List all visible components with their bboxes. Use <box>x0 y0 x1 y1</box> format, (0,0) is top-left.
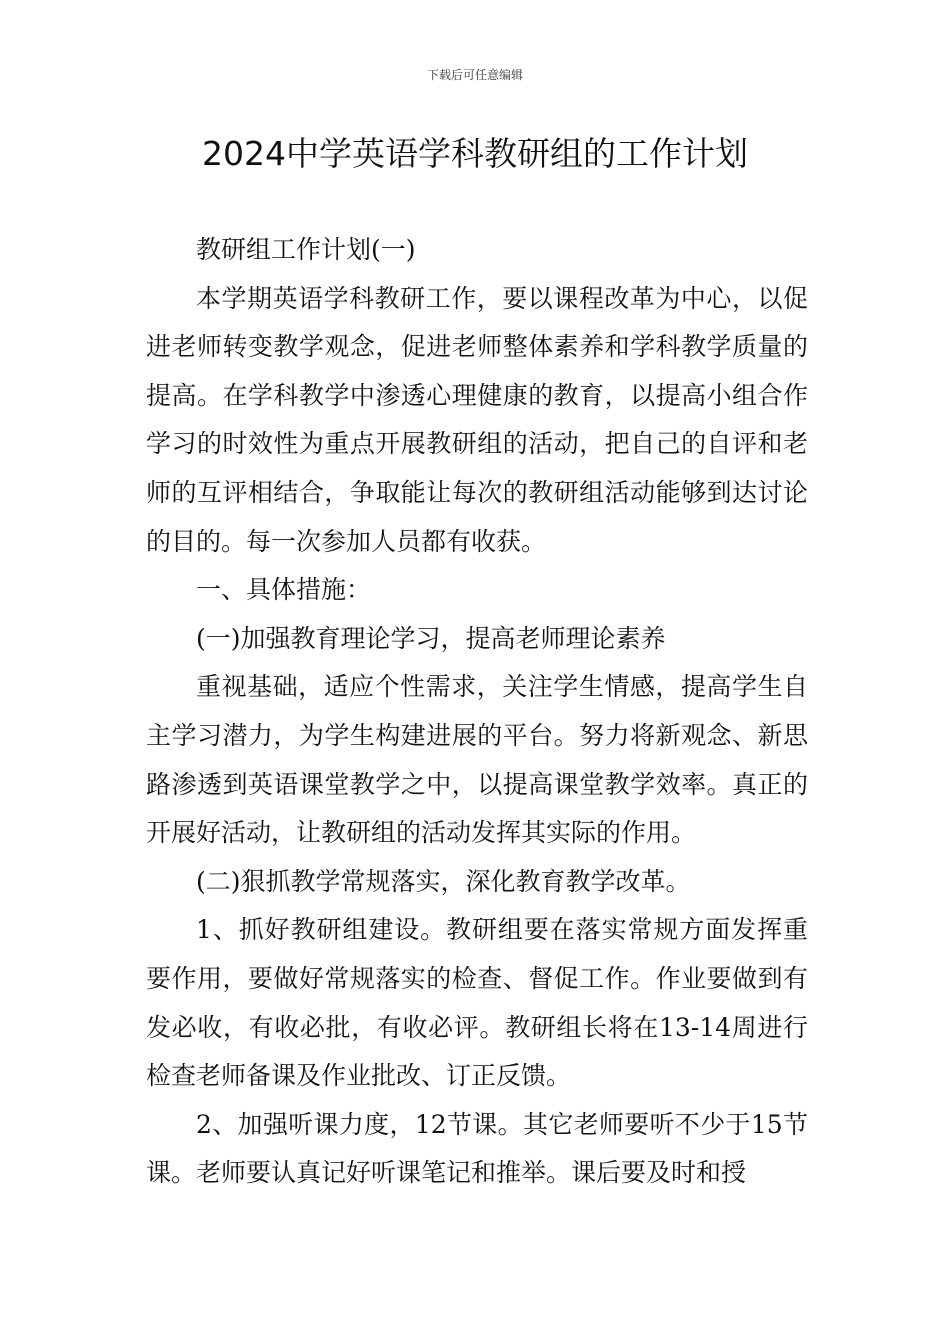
paragraph-section-heading: 一、具体措施： <box>196 575 372 605</box>
document-body <box>146 226 808 1198</box>
paragraph-plan-heading: 教研组工作计划(一) <box>196 235 416 264</box>
paragraph-subheading-2: (二)狠抓教学常规落实，深化教育教学改革。 <box>196 866 691 896</box>
paragraph-item-2: 2、加强听课力度，12节课。其它老师要听不少于15节课。老师要认真记好听课笔记和推举。课后要及时和授 <box>146 1109 808 1188</box>
paragraph-intro: 本学期英语学科教研工作，要以课程改革为中心，以促进老师转变教学观念，促进老师整体素养和学科教学质量的提高。在学科教学中渗透心理健康的教育，以提高小组合作学习的时效性为重点开展教研组的活动，把自己的自评和老师的互评相结合，争取能让每次的教研组活动能够到达讨论的目的。每一次参加人员都有收获。 <box>146 283 808 556</box>
paragraph-item-1: 1、抓好教研组建设。教研组要在落实常规方面发挥重要作用，要做好常规落实的检查、督促工作。作业要做到有发必收，有收必批，有收必评。教研组长将在13-14周进行检查老师备课及作业批改、订正反馈。 <box>146 915 808 1091</box>
paragraph-body-1: 重视基础，适应个性需求，关注学生情感，提高学生自主学习潜力，为学生构建进展的平台。努力将新观念、新思路渗透到英语课堂教学之中，以提高课堂教学效率。真正的开展好活动，让教研组的活动发挥其实际的作用。 <box>146 672 808 848</box>
document-title: 2024中学英语学科教研组的工作计划 <box>202 134 748 173</box>
paragraph-subheading-1: (一)加强教育理论学习，提高老师理论素养 <box>196 623 666 653</box>
header-note: 下载后可任意编辑 <box>426 68 523 82</box>
